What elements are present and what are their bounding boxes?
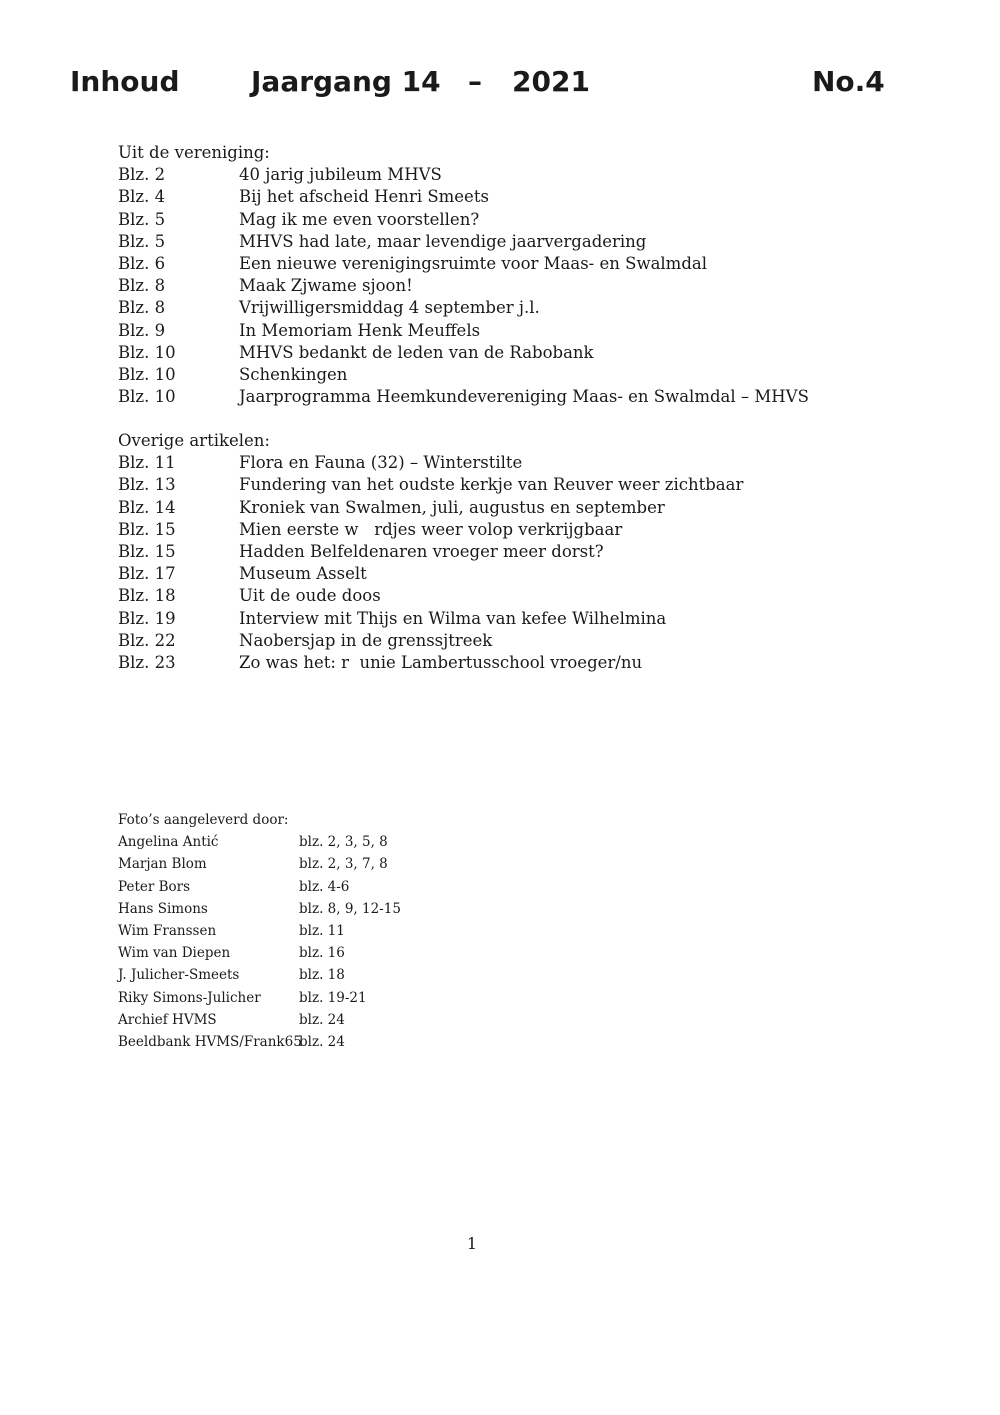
toc-title: Een nieuwe verenigingsruimte voor Maas- en Swalmdal xyxy=(239,253,708,273)
credit-entry xyxy=(118,920,345,942)
toc-page: Blz. 15 xyxy=(118,541,176,561)
credit-pages: blz. 2, 3, 7, 8 xyxy=(299,856,388,873)
credit-name: Wim van Diepen xyxy=(118,945,231,962)
header-issue-number: No.4 xyxy=(812,65,885,98)
credit-pages: blz. 16 xyxy=(299,945,345,962)
credits-heading: Foto’s aangeleverd door: xyxy=(118,812,289,828)
toc-page: Blz. 10 xyxy=(118,342,176,362)
toc-page: Blz. 13 xyxy=(118,475,176,495)
section-heading: Uit de vereniging: xyxy=(118,143,270,162)
credit-entry xyxy=(118,964,345,986)
credit-pages: blz. 2, 3, 5, 8 xyxy=(299,834,388,851)
toc-title: Fundering van het oudste kerkje van Reuver weer zichtbaar xyxy=(239,475,744,495)
toc-title: MHVS bedankt de leden van de Rabobank xyxy=(239,342,594,362)
toc-page: Blz. 22 xyxy=(118,630,176,650)
toc-entry xyxy=(118,209,480,231)
toc-page: Blz. 18 xyxy=(118,586,176,606)
toc-title: 40 jarig jubileum MHVS xyxy=(239,165,442,185)
credit-entry xyxy=(118,942,345,964)
toc-title: Mag ik me even voorstellen? xyxy=(239,209,480,229)
toc-title: Mien eerste w rdjes weer volop verkrijgbaar xyxy=(239,519,623,539)
toc-entry xyxy=(118,364,348,386)
toc-title: MHVS had late, maar levendige jaarvergadering xyxy=(239,231,647,251)
credit-pages: blz. 24 xyxy=(299,1033,345,1050)
credit-pages: blz. 19-21 xyxy=(299,989,367,1006)
toc-entry xyxy=(118,253,708,275)
toc-entry xyxy=(118,297,540,319)
toc-title: Jaarprogramma Heemkundevereniging Maas- en Swalmdal – MHVS xyxy=(239,387,809,407)
credit-name: Riky Simons-Julicher xyxy=(118,989,261,1006)
toc-title: Kroniek van Swalmen, juli, augustus en september xyxy=(239,497,665,517)
toc-title: Maak Zjwame sjoon! xyxy=(239,276,413,296)
toc-page: Blz. 5 xyxy=(118,231,166,251)
credit-name: J. Julicher-Smeets xyxy=(118,967,240,984)
toc-title: Hadden Belfeldenaren vroeger meer dorst? xyxy=(239,541,604,561)
toc-page: Blz. 10 xyxy=(118,387,176,407)
section-overige-artikelen xyxy=(118,430,744,674)
toc-page: Blz. 23 xyxy=(118,652,176,672)
toc-entry xyxy=(118,164,442,186)
toc-title: Interview mit Thijs en Wilma van kefee Wilhelmina xyxy=(239,608,667,628)
toc-page: Blz. 8 xyxy=(118,276,166,296)
credit-pages: blz. 8, 9, 12-15 xyxy=(299,900,401,917)
credit-entry xyxy=(118,853,388,875)
header-year: 2021 xyxy=(512,65,590,98)
toc-entry xyxy=(118,541,604,563)
toc-title: Bij het afscheid Henri Smeets xyxy=(239,187,489,207)
credit-entry xyxy=(118,898,401,920)
credit-name: Wim Franssen xyxy=(118,922,217,939)
toc-title: Zo was het: r unie Lambertusschool vroeger/nu xyxy=(239,652,643,672)
page-header xyxy=(0,62,1000,106)
toc-title: In Memoriam Henk Meuffels xyxy=(239,320,481,340)
credit-name: Marjan Blom xyxy=(118,856,207,873)
page-number: 1 xyxy=(466,1234,478,1253)
toc-entry xyxy=(118,386,809,408)
toc-page: Blz. 4 xyxy=(118,187,166,207)
credit-pages: blz. 11 xyxy=(299,922,345,939)
toc-page: Blz. 15 xyxy=(118,519,176,539)
toc-title: Schenkingen xyxy=(239,364,348,384)
credit-name: Peter Bors xyxy=(118,878,191,895)
toc-entry xyxy=(118,320,481,342)
toc-entry xyxy=(118,519,623,541)
credit-entry xyxy=(118,1009,345,1031)
toc-page: Blz. 5 xyxy=(118,209,166,229)
toc-entry xyxy=(118,186,489,208)
header-title: Inhoud xyxy=(70,65,180,98)
toc-entry xyxy=(118,275,413,297)
toc-title: Flora en Fauna (32) – Winterstilte xyxy=(239,453,523,473)
toc-title: Uit de oude doos xyxy=(239,586,381,606)
toc-page: Blz. 9 xyxy=(118,320,166,340)
toc-page: Blz. 17 xyxy=(118,564,176,584)
toc-page: Blz. 6 xyxy=(118,253,166,273)
section-heading: Overige artikelen: xyxy=(118,431,270,450)
toc-entry xyxy=(118,474,744,496)
toc-page: Blz. 19 xyxy=(118,608,176,628)
toc-title: Museum Asselt xyxy=(239,564,367,584)
toc-entry xyxy=(118,608,667,630)
credit-pages: blz. 4-6 xyxy=(299,878,350,895)
toc-entry xyxy=(118,231,647,253)
toc-page: Blz. 2 xyxy=(118,165,166,185)
credit-pages: blz. 24 xyxy=(299,1011,345,1028)
toc-entry xyxy=(118,630,493,652)
credit-name: Hans Simons xyxy=(118,900,208,917)
credit-name: Beeldbank HVMS/Frank65 xyxy=(118,1033,302,1050)
toc-entry xyxy=(118,585,381,607)
section-uit-de-vereniging xyxy=(118,142,809,408)
toc-page: Blz. 11 xyxy=(118,453,176,473)
toc-entry xyxy=(118,342,594,364)
toc-entry xyxy=(118,563,367,585)
toc-page: Blz. 14 xyxy=(118,497,176,517)
credit-name: Archief HVMS xyxy=(118,1011,217,1028)
toc-entry xyxy=(118,652,643,674)
credit-entry xyxy=(118,1031,345,1053)
header-volume: Jaargang 14 xyxy=(251,65,441,98)
photo-credits xyxy=(118,809,401,1053)
toc-entry xyxy=(118,497,665,519)
toc-page: Blz. 8 xyxy=(118,298,166,318)
credit-entry xyxy=(118,987,367,1009)
toc-entry xyxy=(118,452,523,474)
credit-entry xyxy=(118,831,388,853)
credit-pages: blz. 18 xyxy=(299,967,345,984)
toc-title: Naobersjap in de grenssjtreek xyxy=(239,630,493,650)
toc-page: Blz. 10 xyxy=(118,364,176,384)
credit-name: Angelina Antić xyxy=(118,834,219,851)
credit-entry xyxy=(118,876,350,898)
header-dash: – xyxy=(468,65,482,98)
toc-title: Vrijwilligersmiddag 4 september j.l. xyxy=(239,298,540,318)
